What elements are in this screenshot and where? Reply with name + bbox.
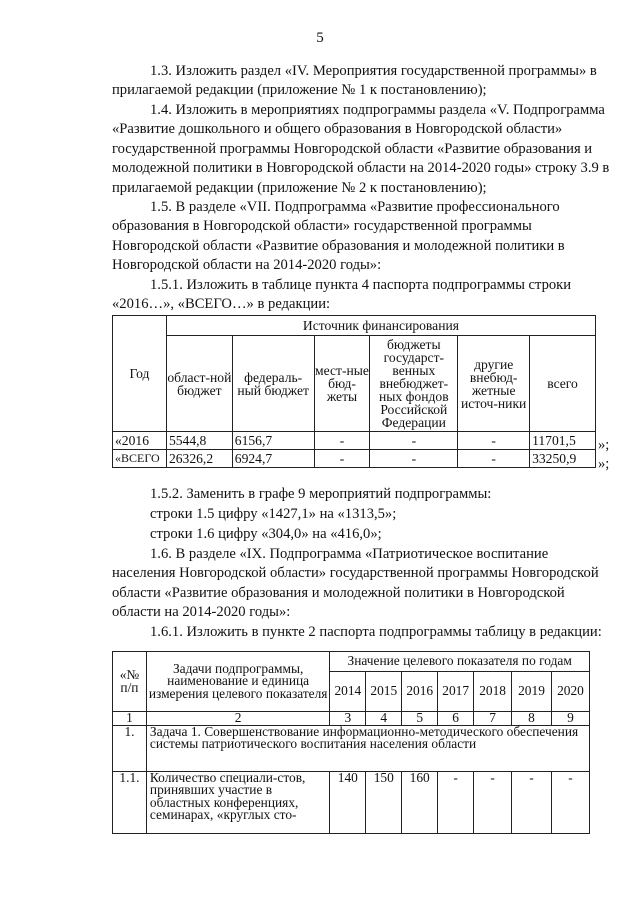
column-index: 8 bbox=[512, 712, 552, 726]
paragraph-1-5: 1.5. В разделе «VII. Подпрограмма «Развитие профессионального образования в Новгородской области» государственной программы Новгородской области «Развитие образования и молодежной политики в Новгородской области на 2014-2020 годы»: bbox=[112, 199, 565, 274]
other-sources-header: другие внебюд-жетные источ-ники bbox=[458, 336, 530, 432]
paragraph-1-6: 1.6. В разделе «IX. Подпрограмма «Патриотическое воспитание населения Новгородской области» государственной программы Новгородской области «Развитие образования и молодежной политики в Новгородской области на 2014-2020 годы»: bbox=[112, 546, 599, 621]
column-index: 7 bbox=[474, 712, 512, 726]
paragraph-1-5-2-line2: строки 1.6 цифру «304,0» на «416,0»; bbox=[150, 526, 382, 542]
paragraph-1-3: 1.3. Изложить раздел «IV. Мероприятия государственной программы» в прилагаемой редакции (приложение № 1 к постановлению); bbox=[112, 63, 597, 99]
cell: 11701,5 bbox=[530, 432, 596, 450]
column-index: 6 bbox=[438, 712, 474, 726]
offbudget-funds-header: бюджеты государст-венных внебюджет-ных фондов Российской Федерации bbox=[370, 336, 458, 432]
year-header: 2015 bbox=[366, 672, 402, 712]
table-row bbox=[113, 725, 590, 771]
regional-budget-header: област-ной бюджет bbox=[166, 336, 232, 432]
year-header: Год bbox=[113, 316, 167, 432]
row-closing-quote: »; bbox=[598, 456, 610, 472]
cell: - bbox=[458, 432, 530, 450]
cell: 160 bbox=[402, 771, 438, 833]
cell: - bbox=[474, 771, 512, 833]
paragraph-1-6-1: 1.6.1. Изложить в пункте 2 паспорта подпрограммы таблицу в редакции: bbox=[150, 624, 602, 640]
paragraph-1-5-2-line1: строки 1.5 цифру «1427,1» на «1313,5»; bbox=[150, 506, 397, 522]
column-index: 3 bbox=[330, 712, 366, 726]
page-number: 5 bbox=[316, 30, 324, 46]
paragraph-1-4: 1.4. Изложить в мероприятиях подпрограммы раздела «V. Подпрограмма «Развитие дошкольного и общего образования в Новгородской области» государственной программы Новгородской области «Развитие образования и молодежной политики в Новгородской области на 2014-2020 годы» строку 3.9 в прилагаемой редакции (приложение № 2 к постановлению); bbox=[112, 102, 610, 196]
cell: - bbox=[438, 771, 474, 833]
cell: - bbox=[512, 771, 552, 833]
column-index: 4 bbox=[366, 712, 402, 726]
year-header: 2016 bbox=[402, 672, 438, 712]
num-header: «№ п/п bbox=[113, 652, 147, 712]
row-number: 1. bbox=[113, 725, 147, 771]
cell: - bbox=[551, 771, 589, 833]
column-index: 2 bbox=[146, 712, 329, 726]
year-header: 2017 bbox=[438, 672, 474, 712]
cell: - bbox=[314, 432, 370, 450]
table-row bbox=[113, 771, 590, 833]
cell: 6924,7 bbox=[232, 450, 314, 468]
funding-table bbox=[112, 315, 596, 468]
funding-source-header: Источник финансирования bbox=[166, 316, 595, 336]
cell: 5544,8 bbox=[166, 432, 232, 450]
federal-budget-header: федераль-ный бюджет bbox=[232, 336, 314, 432]
cell: 6156,7 bbox=[232, 432, 314, 450]
cell: 140 bbox=[330, 771, 366, 833]
task-text: Задача 1. Совершенствование информационно-методического обеспечения системы патриотического воспитания населения области bbox=[146, 725, 589, 771]
column-index: 9 bbox=[551, 712, 589, 726]
years-group-header: Значение целевого показателя по годам bbox=[330, 652, 590, 672]
row-year: «ВСЕГО bbox=[113, 450, 167, 468]
targets-table bbox=[112, 651, 590, 834]
cell: - bbox=[370, 450, 458, 468]
paragraph-1-5-2: 1.5.2. Заменить в графе 9 мероприятий подпрограммы: bbox=[150, 486, 492, 502]
local-budget-header: мест-ные бюд-жеты bbox=[314, 336, 370, 432]
indicator-text: Количество специали-стов, принявших участие в областных конференциях, семинарах, «круглых сто- bbox=[146, 771, 329, 833]
row-closing-quote: »; bbox=[598, 437, 610, 453]
table-row bbox=[113, 432, 596, 450]
column-index-row bbox=[113, 712, 590, 726]
column-index: 1 bbox=[113, 712, 147, 726]
cell: - bbox=[458, 450, 530, 468]
cell: - bbox=[370, 432, 458, 450]
cell: 150 bbox=[366, 771, 402, 833]
year-header: 2014 bbox=[330, 672, 366, 712]
total-header: всего bbox=[530, 336, 596, 432]
task-header: Задачи подпрограммы, наименование и единица измерения целевого показателя bbox=[146, 652, 329, 712]
year-header: 2018 bbox=[474, 672, 512, 712]
year-header: 2020 bbox=[551, 672, 589, 712]
table-row bbox=[113, 450, 596, 468]
cell: - bbox=[314, 450, 370, 468]
row-year: «2016 bbox=[113, 432, 167, 450]
cell: 26326,2 bbox=[166, 450, 232, 468]
year-header: 2019 bbox=[512, 672, 552, 712]
paragraph-1-5-1: 1.5.1. Изложить в таблице пункта 4 паспорта подпрограммы строки «2016…», «ВСЕГО…» в редакции: bbox=[112, 277, 572, 313]
row-number: 1.1. bbox=[113, 771, 147, 833]
column-index: 5 bbox=[402, 712, 438, 726]
cell: 33250,9 bbox=[530, 450, 596, 468]
